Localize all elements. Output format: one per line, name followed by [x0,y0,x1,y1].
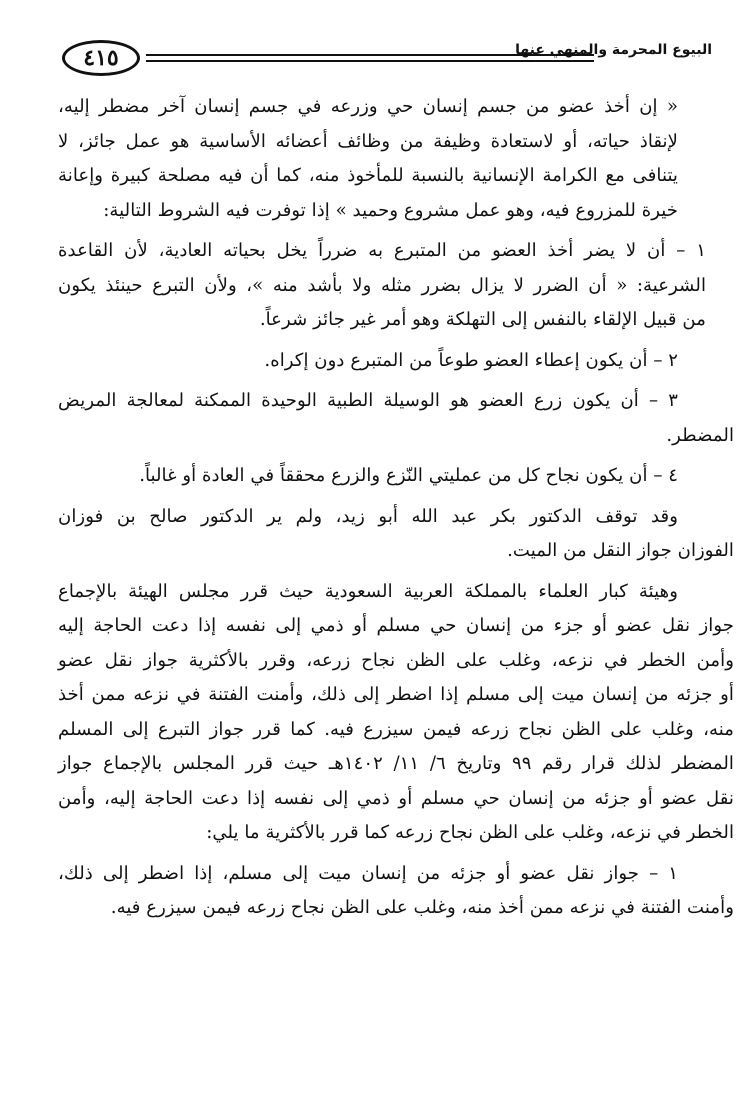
text-line: وأمن الخطر في نزعه، وغلب على الظن نجاح زرعه، وقرر بالأكثرية جواز نقل عضو [58,649,734,671]
condition-4 [58,459,706,494]
text-line: الخطر في نزعه، وغلب على الظن نجاح زرعه كما قرر بالأكثرية ما يلي: [206,822,734,843]
paragraph-opinion [58,500,734,569]
text-line: خيرة للمزروع فيه، وهو عمل مشروع وحميد » إذا توفرت فيه الشروط التالية: [103,199,678,221]
text-line: نقل عضو أو جزئه من إنسان حي مسلم أو ذمي إلى نفسه إذا دعت الحاجة إليه، وأمن [58,787,734,809]
header-rule [146,60,594,62]
page-number: ٤١٥ [62,40,140,76]
text-line: جواز نقل عضو أو جزء من إنسان حي مسلم أو ذمي إلى نفسه إذا دعت الحاجة إليه [58,615,734,636]
paragraph-council [58,575,734,851]
text-line: أو جزئه من إنسان ميت إلى مسلم إذا اضطر إلى ذلك، وأمنت الفتنة في نزعه ممن أخذ [58,684,734,705]
text-line: منه، وغلب على الظن نجاح زرعه فيمن سيزرع فيه. كما قرر جواز التبرع إلى المسلم [58,718,734,740]
decision-1 [58,857,734,926]
body-text [58,90,734,926]
text-line: وهيئة كبار العلماء بالمملكة العربية السعودية حيث قرر مجلس الهيئة بالإجماع [58,580,678,602]
text-line: ٤ – أن يكون نجاح كل من عمليتي النّزع والزرع محققاً في العادة أو غالباً. [139,465,678,486]
text-line: يتنافى مع الكرامة الإنسانية بالنسبة للمأخوذ منه، كما أن فيه مصلحة كبيرة وإعانة [58,165,678,186]
text-line: لإنقاذ حياته، أو لاستعادة وظيفة من وظائف أعضائه الأساسية هو عمل جائز، لا [58,130,678,152]
condition-3 [58,384,734,453]
text-line: من قبيل الإلقاء بالنفس إلى التهلكة وهو أمر غير جائز شرعاً. [259,309,706,330]
text-line: وقد توقف الدكتور بكر عبد الله أبو زيد، ولم ير الدكتور صالح بن فوزان [58,505,678,527]
text-line: ١ – أن لا يضر أخذ العضو من المتبرع به ضرراً يخل بحياته العادية، لأن القاعدة [58,240,706,261]
text-line: ١ – جواز نقل عضو أو جزئه من إنسان ميت إلى مسلم، إذا اضطر إلى ذلك، [58,862,678,884]
text-line: وأمنت الفتنة في نزعه ممن أخذ منه، وغلب على الظن نجاح زرعه فيمن سيزرع فيه. [110,897,734,918]
text-line: « إن أخذ عضو من جسم إنسان حي وزرعه في جسم إنسان آخر مضطر إليه، [58,96,678,117]
running-title: البيوع المحرمة والمنهي عنها [515,42,712,58]
paragraph-quote [58,90,706,228]
text-line: المضطر لذلك قرار رقم ٩٩ وتاريخ ٦/ ١١/ ١٤٠٢هـ حيث قرر المجلس بالإجماع جواز [58,753,734,774]
page-header [62,40,712,82]
condition-2 [58,344,706,379]
text-line: ٣ – أن يكون زرع العضو هو الوسيلة الطبية الوحيدة الممكنة لمعالجة المريض [58,390,678,411]
text-line: الفوزان جواز النقل من الميت. [507,540,734,561]
text-line: ٢ – أن يكون إعطاء العضو طوعاً من المتبرع دون إكراه. [264,349,678,371]
text-line: المضطر. [666,424,734,446]
text-line: الشرعية: « أن الضرر لا يزال بضرر مثله ولا بأشد منه »، ولأن التبرع حينئذ يكون [58,274,706,296]
condition-1 [58,234,706,338]
